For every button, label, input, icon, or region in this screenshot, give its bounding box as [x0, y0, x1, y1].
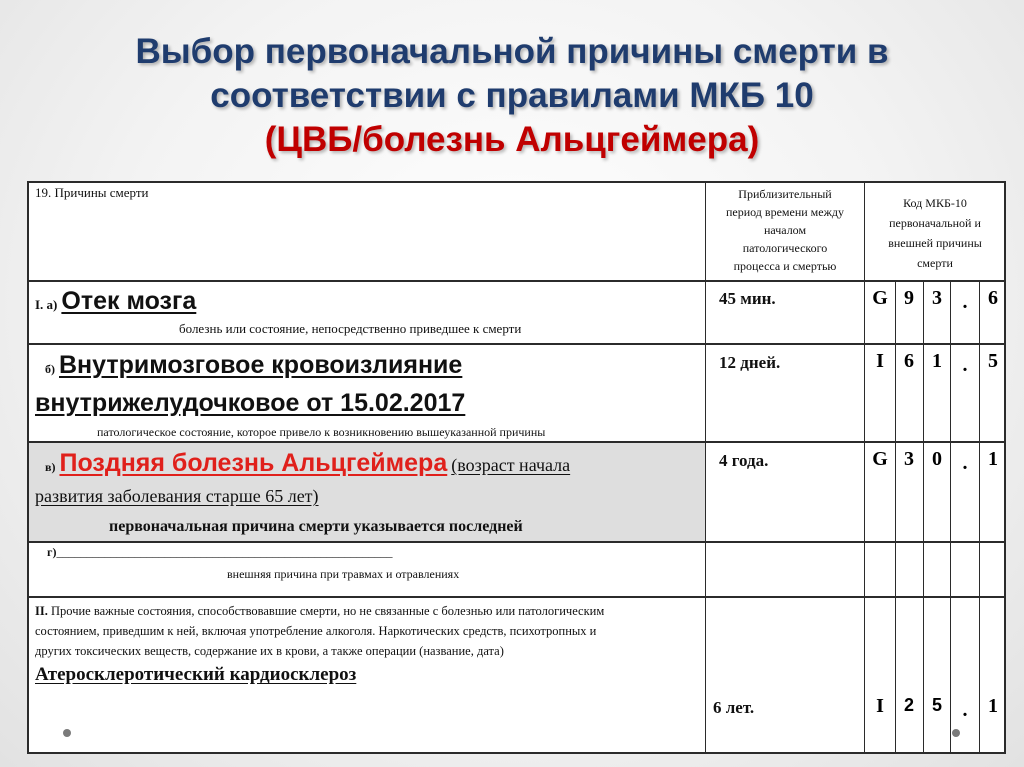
row-b-period: 12 дней. [719, 353, 781, 372]
row-ii-text [35, 601, 604, 661]
row-ii-period: 6 лет. [713, 698, 755, 717]
row-d-blank-line: ________________________________________________________ [56, 545, 393, 559]
row-b-prefix: б) [45, 362, 55, 376]
title-line-1: Выбор первоначальной причины смерти в [135, 32, 889, 71]
row-a-cause: Отек мозга [61, 287, 197, 315]
grid-line [29, 541, 1004, 543]
row-c-cause-cell [45, 449, 570, 478]
row-b-cause-line-1: Внутримозговое кровоизлияние [59, 351, 463, 379]
row-a-code-1: G [872, 287, 888, 309]
row-ii-code-2: 2 [903, 695, 914, 715]
row-a-code-3: 3 [932, 287, 942, 309]
title-line-2: соответствии с правилами МКБ 10 [210, 76, 814, 115]
row-c-prefix: в) [45, 460, 56, 474]
row-ii-text-line-3: других токсических веществ, содержание их в крови, а также операции (название, дата) [35, 644, 504, 658]
row-d-prefix: г) [47, 545, 57, 559]
row-c-note: первоначальная причина смерти указывается последней [109, 518, 523, 535]
row-c-cause: Поздняя болезнь Альцгеймера [59, 449, 448, 477]
row-b-code-5: 5 [988, 350, 998, 372]
row-c-period: 4 года. [719, 451, 769, 470]
slide-title [0, 30, 1024, 162]
row-c-extra-1: (возраст начала [451, 455, 571, 475]
row-b-cause-cell [45, 351, 462, 380]
row-ii-code-5: 1 [988, 695, 998, 717]
row-b-code-1: I [876, 350, 884, 372]
row-b-note: патологическое состояние, которое привело к возникновению вышеуказанной причины [97, 425, 546, 439]
grid-line [864, 183, 865, 752]
row-d-cause-cell [47, 545, 392, 560]
grid-line [705, 183, 706, 752]
header-period: Приблизительный период времени между началом патологического процесса и смертью [725, 187, 844, 273]
row-a-code-2: 9 [904, 287, 914, 309]
row-ii-text-line-1: Прочие важные состояния, способствовавшие смерти, но не связанные с болезнью или патологическим [50, 604, 605, 618]
row-ii-cause: Атеросклеротический кардиосклероз [35, 664, 357, 685]
death-certificate-table [27, 181, 1006, 754]
row-ii-text-line-2: состоянием, приведшим к ней, включая употребление алкоголя. Наркотических средств, психотропных и [35, 624, 597, 638]
row-c-code-5: 1 [988, 448, 998, 470]
row-a-note: болезнь или состояние, непосредственно приведшее к смерти [179, 321, 522, 336]
row-c-code-4: . [962, 452, 968, 474]
row-ii-code-1: I [876, 695, 884, 717]
row-b-code-4: . [962, 354, 968, 376]
grid-line [29, 441, 1004, 443]
row-a-code-5: 6 [988, 287, 998, 309]
decorative-dot [952, 729, 960, 737]
grid-line [29, 343, 1004, 345]
row-ii-code-4: . [962, 699, 968, 721]
row-b-code-3: 1 [932, 350, 942, 372]
row-d-note: внешняя причина при травмах и отравлениях [227, 567, 460, 581]
row-ii-code-3: 5 [931, 695, 942, 715]
grid-line [29, 280, 1004, 282]
grid-line [29, 596, 1004, 598]
header-icd-code: Код МКБ-10 первоначальной и внешней причины смерти [888, 196, 982, 270]
row-c-extra-2: развития заболевания старше 65 лет) [35, 486, 319, 506]
row-c-code-3: 0 [932, 448, 942, 470]
row-a-cause-cell [35, 287, 196, 316]
row-b-cause-line-2: внутрижелудочковое от 15.02.2017 [35, 389, 466, 417]
row-a-period: 45 мин. [719, 289, 776, 308]
header-causes: 19. Причины смерти [35, 185, 149, 200]
row-c-code-1: G [872, 448, 888, 470]
title-subtitle: (ЦВБ/болезнь Альцгеймера) [264, 120, 760, 159]
row-ii-prefix: II. [35, 604, 48, 618]
decorative-dot [63, 729, 71, 737]
row-b-code-2: 6 [904, 350, 914, 372]
grid-line [950, 281, 951, 752]
row-a-prefix: I. а) [35, 297, 58, 312]
row-c-code-2: 3 [904, 448, 914, 470]
row-a-code-4: . [962, 291, 968, 313]
